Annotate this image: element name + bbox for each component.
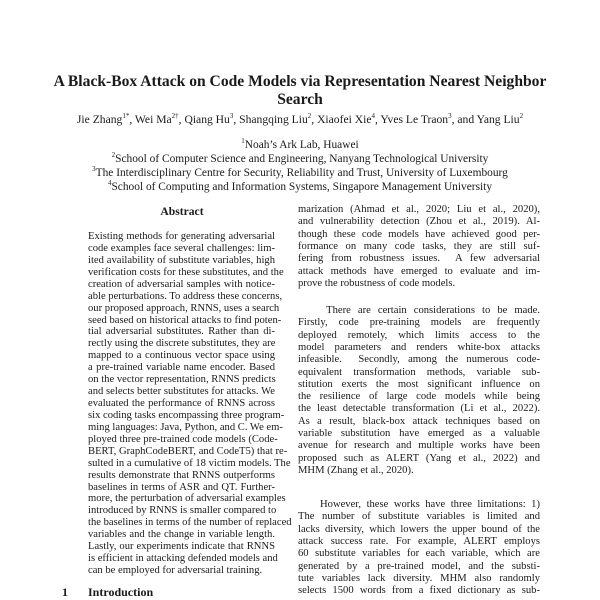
body-text-line: fering from robustness issues. A few adversarial: [298, 253, 540, 265]
author-name: Qiang Hu: [184, 112, 230, 126]
body-text-line: though these code models have achieved good per-: [298, 228, 540, 240]
body-text-line: generated by a pre-trained model, and the substi-: [298, 560, 540, 572]
paper-title-line-1: A Black-Box Attack on Code Models via Representation Nearest Neighbor: [53, 73, 547, 90]
author-affiliation-mark: 3: [448, 112, 452, 120]
section-title: Introduction: [88, 585, 154, 599]
author-affiliation-mark: 3: [229, 112, 234, 120]
author-separator: ,: [311, 112, 318, 126]
abstract-line: our proposed approach, RNNS, uses a search: [88, 302, 280, 314]
body-text-line: avenue for research and multiple works have been: [298, 440, 540, 452]
author-affiliation-mark: 2: [307, 112, 312, 120]
body-text-line: However, these works have three limitations: 1): [298, 499, 540, 510]
abstract-line: baselines in terms of ASR and QT. Further-: [88, 481, 275, 493]
body-text-line: marization (Ahmad et al., 2020; Liu et al., 2020),: [298, 204, 540, 215]
affiliation: [0, 179, 600, 193]
body-text-line: The number of substitute variables is limited and: [298, 511, 540, 523]
abstract-line: verification costs for these substitutes, and the: [88, 266, 284, 278]
author-name: Jie Zhang: [76, 112, 123, 126]
abstract-line: results demonstrate that RNNS outperforms: [88, 469, 275, 481]
body-text-line: attack methods have emerged to evaluate and im-: [298, 265, 540, 277]
body-text-line: equivalent transformation methods, variable sub-: [298, 366, 540, 378]
body-text-line: 60 substitute variables for each variable, which are: [298, 548, 540, 560]
section-heading-introduction: [62, 585, 153, 600]
author-affiliation-mark: 2: [519, 112, 524, 120]
body-text-line: proposed such as ALERT (Yang et al., 2022) and: [298, 452, 540, 464]
body-text-line: infeasible. Secondly, among the numerous code-: [298, 354, 540, 366]
affiliation-mark: 3: [92, 165, 96, 173]
body-text-line: model parameters and renders white-box attacks: [298, 341, 540, 353]
body-text-line: Firstly, code pre-training models are frequently: [298, 317, 540, 329]
body-text-line: lacks diversity, which lowers the upper bound of the: [298, 523, 540, 535]
abstract-line: a pre-trained variable name encoder. Based: [88, 362, 275, 374]
body-text-line: the least detectable transformation (Li et al., 2022).: [298, 403, 540, 415]
abstract-line: six coding tasks encompassing three program-: [88, 409, 285, 421]
abstract-line: Lastly, our experiments indicate that RNNS: [88, 541, 275, 553]
abstract-line: more, the perturbation of adversarial examples: [88, 493, 286, 505]
body-text-line: tute variables lack diversity. MHM also randomly: [298, 572, 540, 584]
author-separator: ,: [129, 112, 135, 126]
abstract-line: ployed three pre-trained code models (Code-: [88, 433, 278, 445]
affiliation: [0, 165, 600, 179]
affiliation-text: The Interdisciplinary Centre for Security, Reliability and Trust, University of Luxembourg: [95, 166, 508, 179]
affiliation-text: School of Computer Science and Engineering, Nanyang Technological University: [115, 152, 489, 165]
abstract-line: the baselines in terms of the number of replaced: [88, 517, 292, 529]
abstract-line: is efficient in attacking defended models and: [88, 553, 278, 565]
author-name: Yves Le Traon: [380, 112, 449, 126]
body-text-line: prove the robustness of code models.: [298, 277, 456, 289]
author-separator: ,: [233, 112, 240, 126]
body-text-line: deployed remotely, which limits access to the: [298, 329, 540, 341]
affiliation-text: Noah’s Ark Lab, Huawei: [244, 138, 359, 151]
abstract-line: introduced by RNNS is smaller compared to: [88, 505, 277, 517]
abstract-line: variables and the change in variable length.: [88, 529, 275, 541]
abstract-line: rectly using the discrete substitutes, they are: [88, 338, 276, 350]
author-separator: ,: [374, 112, 381, 126]
abstract-line: able perturbations. To address these concerns,: [88, 290, 283, 302]
author-name: Wei Ma: [134, 112, 172, 126]
body-text-line: attack success rate. For example, ALERT employs: [298, 535, 540, 547]
abstract-line: sulted in a cumulative of 18 victim models. The: [88, 457, 291, 469]
abstract-line: tial adversarial substitutes. Rather than di-: [88, 326, 275, 338]
abstract-line: on the vector representation, RNNS predicts: [88, 374, 276, 386]
body-text-line: There are certain considerations to be made.: [298, 305, 540, 316]
abstract-line: evaluated the performance of RNNS across: [88, 398, 275, 410]
body-text-line: As a result, black-box attack techniques based on: [298, 415, 540, 427]
abstract-line: can be employed for adversarial training.: [88, 565, 263, 577]
author-name: Xiaofei Xie: [317, 112, 372, 126]
abstract-line: ming languages: Java, Python, and C. We em-: [88, 421, 283, 433]
body-text-line: stitution exerts the most significant influence on: [298, 378, 540, 390]
body-text-line: formance on many code tasks, they are still suf-: [298, 240, 540, 252]
author-affiliation-mark: 4: [371, 112, 375, 120]
author-affiliation-mark: 1*: [122, 112, 130, 120]
affiliation-mark: 4: [107, 179, 112, 187]
abstract-line: and selects better substitutes for attacks. We: [88, 386, 275, 398]
abstract-line: BERT, GraphCodeBERT, and CodeT5) that re-: [88, 445, 288, 457]
body-text-line: the resilience of large code models while being: [298, 391, 540, 403]
affiliation-mark: 2: [111, 151, 116, 159]
body-text-line: variable substitution have emerged as a valuable: [298, 428, 540, 439]
abstract-line: ited availability of substitute variables, high: [88, 254, 275, 266]
affiliation: [0, 137, 600, 151]
abstract-line: seed based on historical attacks to find poten-: [88, 314, 282, 326]
abstract-line: mapped to a continuous vector space using: [88, 350, 275, 362]
author-list: [0, 112, 600, 126]
affiliation-text: School of Computing and Information Systems, Singapore Management University: [111, 180, 493, 193]
author-name: Shangqing Liu: [239, 112, 308, 126]
body-text-line: MHM (Zhang et al., 2020).: [298, 464, 414, 476]
abstract-heading: Abstract: [160, 205, 204, 218]
author-name: Yang Liu: [476, 112, 520, 126]
abstract-line: creation of adversarial samples with notice-: [88, 278, 275, 290]
author-separator: , and: [451, 112, 477, 126]
abstract-line: Existing methods for generating adversarial: [88, 231, 275, 242]
author-separator: ,: [178, 112, 185, 126]
body-text-line: and vulnerability detection (Zhou et al., 2019). Al-: [298, 216, 540, 228]
section-number: 1: [62, 585, 68, 599]
author-affiliation-mark: 2†: [171, 112, 179, 120]
abstract-line: code examples face several challenges: lim-: [88, 242, 275, 254]
paper-title-line-2: Search: [277, 91, 323, 108]
body-text-line: selects 1500 words from a fixed dictionary as sub-: [298, 585, 540, 597]
affiliation: [0, 151, 600, 165]
affiliation-mark: 1: [241, 137, 245, 145]
